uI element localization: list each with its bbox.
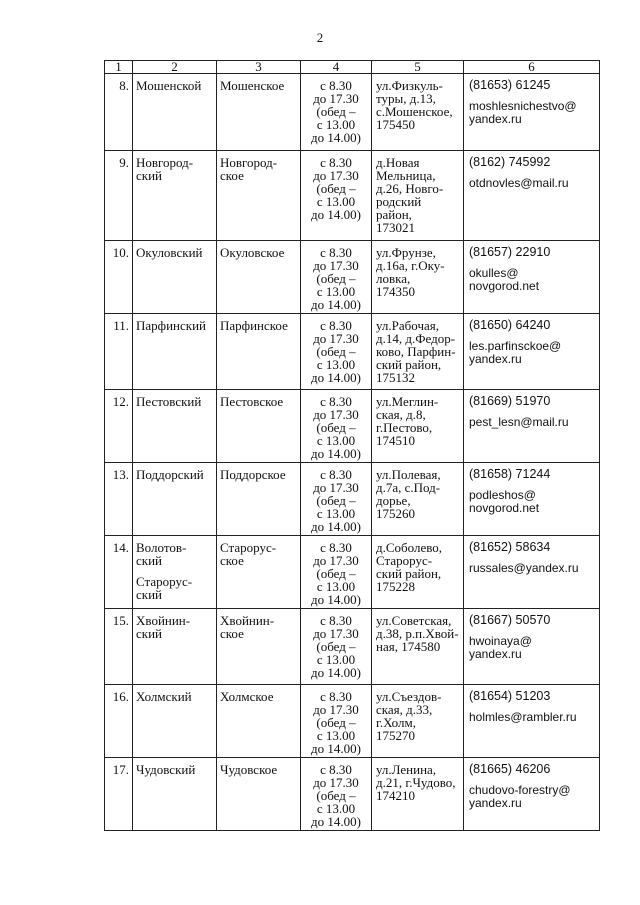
- row-number: 11.: [105, 314, 133, 390]
- forestry-name: ское: [220, 168, 244, 183]
- working-hours: до 17.30: [313, 775, 359, 790]
- header-row: [105, 61, 600, 74]
- working-hours: с 8.30: [320, 540, 352, 555]
- email-address: [469, 635, 597, 661]
- district-name-secondary: [136, 575, 214, 601]
- contact-cell: [464, 685, 600, 758]
- address-line: 175260: [376, 506, 415, 521]
- phone-number: (81665) 46206: [469, 762, 551, 776]
- district-name: ский: [136, 626, 162, 641]
- row-number: 10.: [105, 241, 133, 314]
- address-line: район,: [376, 207, 412, 222]
- address-line: 175450: [376, 117, 415, 132]
- working-hours: (обед –: [316, 104, 356, 119]
- email-line: novgorod.net: [469, 501, 540, 515]
- phone-number: (81657) 22910: [469, 245, 551, 259]
- email-line: yandex.ru: [469, 112, 522, 126]
- district-name: Хвойнин-: [136, 613, 191, 628]
- hours-cell: [301, 685, 372, 758]
- address-line: дорье,: [376, 493, 411, 508]
- hours-cell: [301, 758, 372, 831]
- working-hours: с 13.00: [316, 194, 356, 209]
- address-line: ул.Физкуль-: [376, 78, 443, 93]
- address-line: ково, Парфин-: [376, 344, 456, 359]
- working-hours: до 17.30: [313, 553, 359, 568]
- address-cell: [372, 758, 464, 831]
- address-cell: [372, 536, 464, 609]
- column-header-2: 2: [133, 61, 217, 74]
- address-cell: [372, 74, 464, 151]
- forestry-cell: [217, 241, 301, 314]
- column-header-4: 4: [301, 61, 372, 74]
- phone-number: (81669) 51970: [469, 394, 551, 408]
- address-line: ловка,: [376, 271, 411, 286]
- table-row: [105, 536, 600, 609]
- table-row: [105, 151, 600, 241]
- forestry-cell: [217, 536, 301, 609]
- address-cell: [372, 609, 464, 685]
- hours-cell: [301, 241, 372, 314]
- working-hours: (обед –: [316, 715, 356, 730]
- address-line: ул.Полевая,: [376, 467, 441, 482]
- working-hours: с 13.00: [316, 284, 356, 299]
- district-name: Чудовский: [136, 762, 196, 777]
- working-hours: с 8.30: [320, 318, 352, 333]
- district-cell: [133, 314, 217, 390]
- district-cell: [133, 463, 217, 536]
- district-name: ский: [136, 587, 162, 602]
- email-line: chudovo-forestry@: [469, 783, 571, 797]
- hours-cell: [301, 536, 372, 609]
- contact-cell: [464, 609, 600, 685]
- address-line: ул.Фрунзе,: [376, 245, 436, 260]
- forestry-name: Пестовское: [220, 394, 284, 409]
- working-hours: (обед –: [316, 181, 356, 196]
- forestry-name: Чудовское: [220, 762, 278, 777]
- forestry-name: Холмское: [220, 689, 274, 704]
- forestry-cell: [217, 758, 301, 831]
- address-line: д.26, Новго-: [376, 181, 444, 196]
- address-line: ул.Рабочая,: [376, 318, 439, 333]
- row-number: 8.: [105, 74, 133, 151]
- contact-cell: [464, 151, 600, 241]
- district-cell: [133, 685, 217, 758]
- address-line: д.16а, г.Оку-: [376, 258, 445, 273]
- email-address: [469, 711, 597, 724]
- table-row: [105, 463, 600, 536]
- hours-cell: [301, 74, 372, 151]
- table-row: [105, 241, 600, 314]
- working-hours: до 17.30: [313, 258, 359, 273]
- forestry-cell: [217, 609, 301, 685]
- working-hours: (обед –: [316, 493, 356, 508]
- table-row: [105, 390, 600, 463]
- address-line: д.38, р.п.Хвой-: [376, 626, 459, 641]
- address-line: г.Холм,: [376, 715, 416, 730]
- forestry-name: Парфинское: [220, 318, 288, 333]
- address-line: ский район,: [376, 357, 442, 372]
- forestry-name: ское: [220, 626, 244, 641]
- column-header-3: 3: [217, 61, 301, 74]
- working-hours: (обед –: [316, 420, 356, 435]
- forestry-contacts-table: [104, 60, 600, 831]
- district-cell: [133, 609, 217, 685]
- email-address: [469, 340, 597, 366]
- district-name: ский: [136, 168, 162, 183]
- email-line: les.parfinsckoe@: [469, 339, 562, 353]
- address-line: 173021: [376, 220, 415, 235]
- hours-cell: [301, 609, 372, 685]
- address-line: 174350: [376, 284, 415, 299]
- address-line: Мельница,: [376, 168, 436, 183]
- address-line: д.Соболево,: [376, 540, 443, 555]
- working-hours: (обед –: [316, 639, 356, 654]
- working-hours: (обед –: [316, 344, 356, 359]
- district-cell: [133, 74, 217, 151]
- forestry-name: Поддорское: [220, 467, 286, 482]
- district-name: Волотов-: [136, 540, 187, 555]
- working-hours: до 14.00): [311, 446, 361, 461]
- working-hours: с 8.30: [320, 762, 352, 777]
- address-line: с.Мошенское,: [376, 104, 453, 119]
- row-number: 17.: [105, 758, 133, 831]
- working-hours: до 14.00): [311, 741, 361, 756]
- row-number: 14.: [105, 536, 133, 609]
- address-line: д.Новая: [376, 155, 420, 170]
- email-line: hwoinaya@: [469, 634, 532, 648]
- row-number: 16.: [105, 685, 133, 758]
- email-address: [469, 100, 597, 126]
- contact-cell: [464, 314, 600, 390]
- district-name: Мошенской: [136, 78, 202, 93]
- phone-number: (81667) 50570: [469, 613, 551, 627]
- forestry-cell: [217, 685, 301, 758]
- contact-cell: [464, 241, 600, 314]
- forestry-name: Старорус-: [220, 540, 277, 555]
- row-number: 12.: [105, 390, 133, 463]
- working-hours: с 8.30: [320, 245, 352, 260]
- email-line: podleshos@: [469, 488, 536, 502]
- district-name: ский: [136, 553, 162, 568]
- working-hours: до 17.30: [313, 331, 359, 346]
- working-hours: до 14.00): [311, 297, 361, 312]
- email-line: novgorod.net: [469, 279, 540, 293]
- working-hours: (обед –: [316, 271, 356, 286]
- forestry-cell: [217, 151, 301, 241]
- address-line: Старорус-: [376, 553, 433, 568]
- table-row: [105, 314, 600, 390]
- table-row: [105, 609, 600, 685]
- district-name: Поддорский: [136, 467, 204, 482]
- working-hours: до 14.00): [311, 130, 361, 145]
- forestry-cell: [217, 390, 301, 463]
- email-address: [469, 562, 597, 575]
- contact-cell: [464, 74, 600, 151]
- address-line: д.7а, с.Под-: [376, 480, 441, 495]
- address-line: ская, д.33,: [376, 702, 433, 717]
- district-cell: [133, 390, 217, 463]
- district-cell: [133, 151, 217, 241]
- hours-cell: [301, 390, 372, 463]
- address-line: туры, д.13,: [376, 91, 436, 106]
- district-cell: [133, 758, 217, 831]
- phone-number: (8162) 745992: [469, 155, 551, 169]
- working-hours: до 14.00): [311, 370, 361, 385]
- working-hours: с 8.30: [320, 78, 352, 93]
- email-line: pest_lesn@mail.ru: [469, 415, 569, 429]
- forestry-cell: [217, 463, 301, 536]
- hours-cell: [301, 151, 372, 241]
- district-name: Окуловский: [136, 245, 203, 260]
- forestry-name: Новгород-: [220, 155, 278, 170]
- column-header-6: 6: [464, 61, 600, 74]
- address-line: родский: [376, 194, 422, 209]
- working-hours: с 8.30: [320, 394, 352, 409]
- address-line: ул.Советская,: [376, 613, 452, 628]
- email-address: [469, 489, 597, 515]
- working-hours: с 8.30: [320, 155, 352, 170]
- table-row: [105, 758, 600, 831]
- working-hours: до 17.30: [313, 702, 359, 717]
- working-hours: с 13.00: [316, 801, 356, 816]
- column-header-5: 5: [372, 61, 464, 74]
- district-cell: [133, 536, 217, 609]
- working-hours: (обед –: [316, 566, 356, 581]
- email-line: holmles@rambler.ru: [469, 710, 577, 724]
- working-hours: до 14.00): [311, 814, 361, 829]
- forestry-cell: [217, 314, 301, 390]
- address-cell: [372, 314, 464, 390]
- email-line: otdnovles@mail.ru: [469, 176, 569, 190]
- address-cell: [372, 390, 464, 463]
- district-name: Парфинский: [136, 318, 206, 333]
- working-hours: до 14.00): [311, 592, 361, 607]
- working-hours: с 13.00: [316, 506, 356, 521]
- working-hours: с 8.30: [320, 689, 352, 704]
- hours-cell: [301, 463, 372, 536]
- working-hours: с 13.00: [316, 579, 356, 594]
- working-hours: до 17.30: [313, 91, 359, 106]
- table-row: [105, 74, 600, 151]
- email-line: yandex.ru: [469, 352, 522, 366]
- row-number: 15.: [105, 609, 133, 685]
- email-address: [469, 177, 597, 190]
- address-cell: [372, 151, 464, 241]
- address-line: ул.Съездов-: [376, 689, 442, 704]
- working-hours: с 8.30: [320, 467, 352, 482]
- forestry-name: Окуловское: [220, 245, 285, 260]
- forestry-name: Мошенское: [220, 78, 285, 93]
- phone-number: (81652) 58634: [469, 540, 551, 554]
- phone-number: (81654) 51203: [469, 689, 551, 703]
- address-cell: [372, 685, 464, 758]
- address-line: д.21, г.Чудово,: [376, 775, 456, 790]
- email-address: [469, 416, 597, 429]
- working-hours: с 13.00: [316, 728, 356, 743]
- forestry-name: Хвойнин-: [220, 613, 275, 628]
- email-address: [469, 784, 597, 810]
- district-cell: [133, 241, 217, 314]
- hours-cell: [301, 314, 372, 390]
- address-line: г.Пестово,: [376, 420, 433, 435]
- address-line: ная, 174580: [376, 639, 441, 654]
- working-hours: до 14.00): [311, 519, 361, 534]
- district-name: Холмский: [136, 689, 192, 704]
- working-hours: (обед –: [316, 788, 356, 803]
- address-line: 174510: [376, 433, 415, 448]
- district-name: Новгород-: [136, 155, 194, 170]
- phone-number: (81650) 64240: [469, 318, 551, 332]
- address-cell: [372, 241, 464, 314]
- address-line: ул.Ленина,: [376, 762, 437, 777]
- row-number: 9.: [105, 151, 133, 241]
- working-hours: до 17.30: [313, 407, 359, 422]
- row-number: 13.: [105, 463, 133, 536]
- forestry-name: ское: [220, 553, 244, 568]
- district-name: Старорус-: [136, 574, 193, 589]
- working-hours: до 17.30: [313, 480, 359, 495]
- working-hours: с 13.00: [316, 117, 356, 132]
- address-line: 175270: [376, 728, 415, 743]
- address-cell: [372, 463, 464, 536]
- phone-number: (81653) 61245: [469, 78, 551, 92]
- working-hours: до 14.00): [311, 207, 361, 222]
- working-hours: до 14.00): [311, 665, 361, 680]
- contact-cell: [464, 758, 600, 831]
- page-number: 2: [316, 30, 324, 45]
- email-line: moshlesnichestvo@: [469, 99, 577, 113]
- email-address: [469, 267, 597, 293]
- contact-cell: [464, 536, 600, 609]
- phone-number: (81658) 71244: [469, 467, 551, 481]
- address-line: 175228: [376, 579, 415, 594]
- email-line: yandex.ru: [469, 796, 522, 810]
- address-line: д.14, д.Федор-: [376, 331, 456, 346]
- working-hours: с 13.00: [316, 433, 356, 448]
- address-line: ская, д.8,: [376, 407, 426, 422]
- working-hours: с 13.00: [316, 357, 356, 372]
- working-hours: с 8.30: [320, 613, 352, 628]
- address-line: 174210: [376, 788, 415, 803]
- working-hours: с 13.00: [316, 652, 356, 667]
- email-line: russales@yandex.ru: [469, 561, 579, 575]
- working-hours: до 17.30: [313, 626, 359, 641]
- address-line: 175132: [376, 370, 415, 385]
- district-name: Пестовский: [136, 394, 202, 409]
- email-line: okulles@: [469, 266, 519, 280]
- contact-cell: [464, 390, 600, 463]
- working-hours: до 17.30: [313, 168, 359, 183]
- contact-cell: [464, 463, 600, 536]
- address-line: ский район,: [376, 566, 442, 581]
- table-row: [105, 685, 600, 758]
- column-header-1: 1: [105, 61, 133, 74]
- email-line: yandex.ru: [469, 647, 522, 661]
- forestry-cell: [217, 74, 301, 151]
- address-line: ул.Меглин-: [376, 394, 439, 409]
